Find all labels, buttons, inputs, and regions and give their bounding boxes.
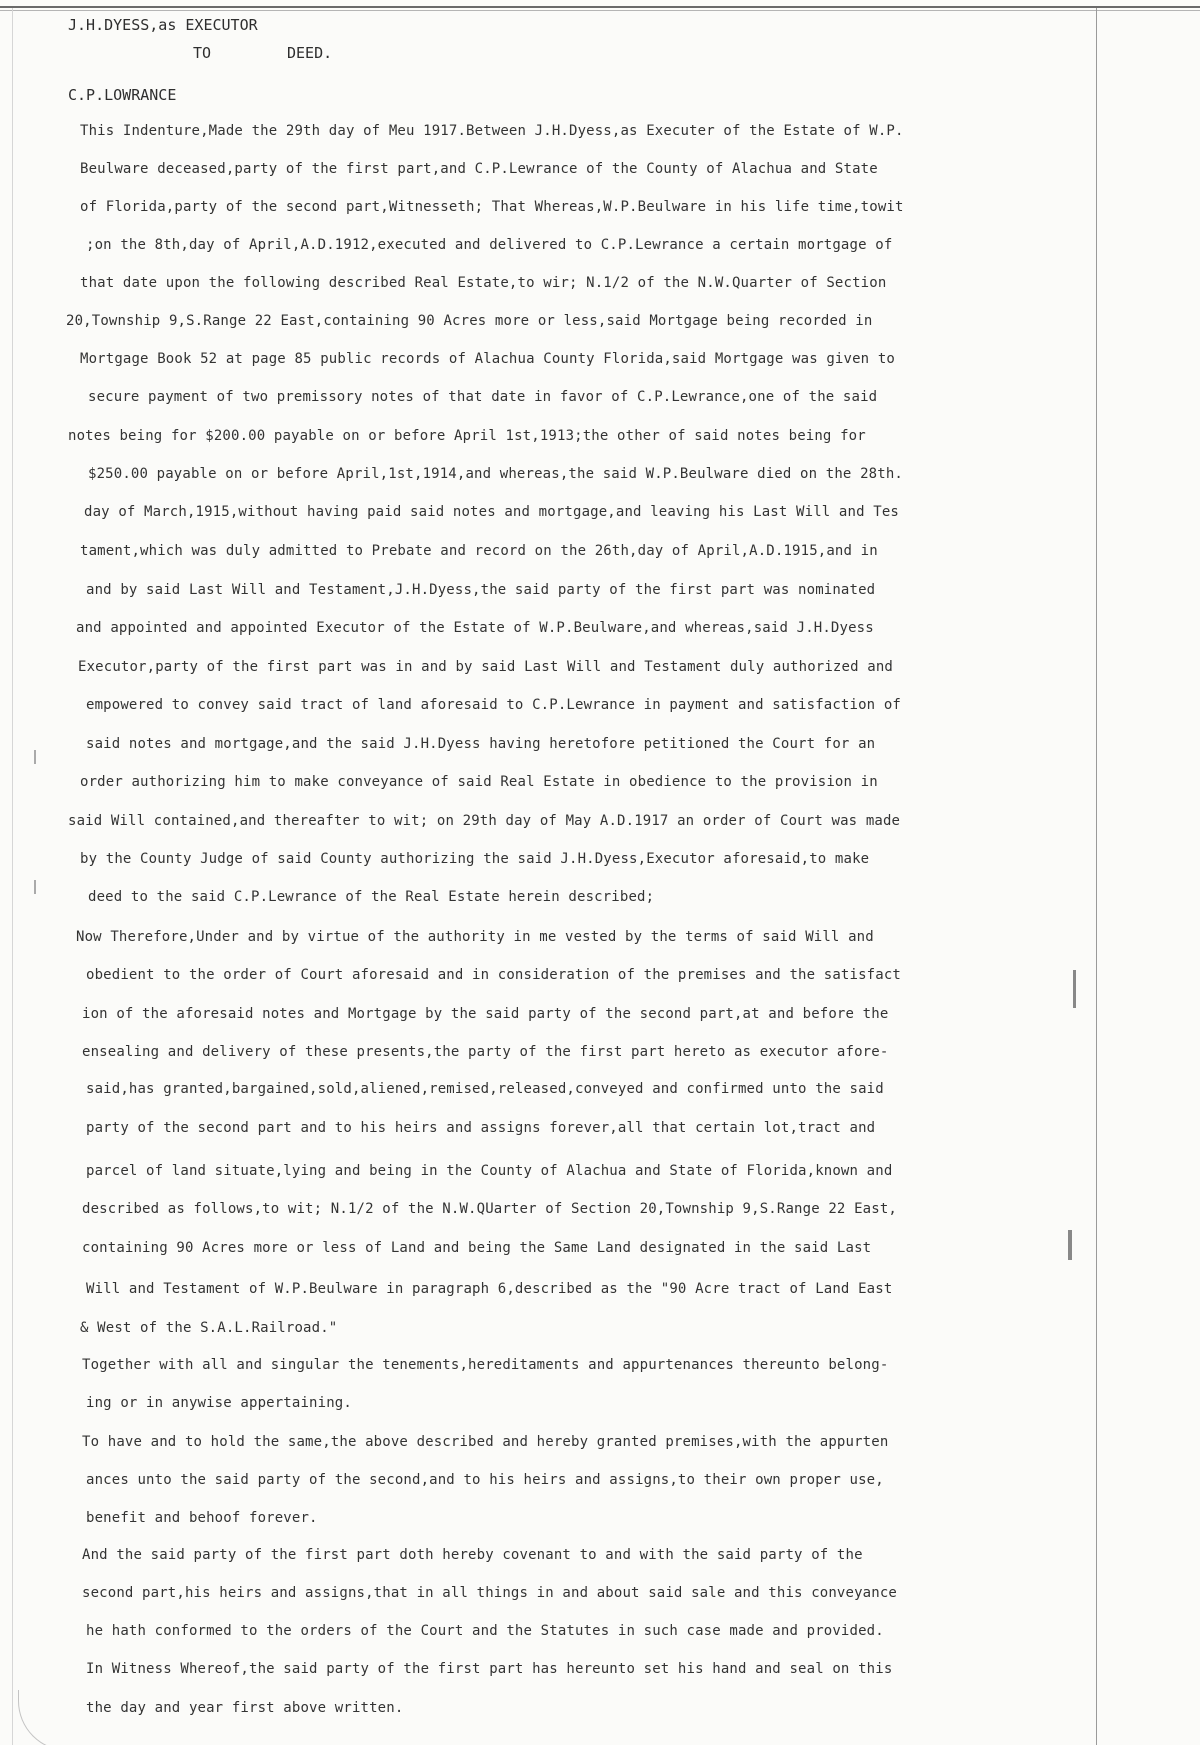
deed-line: And the said party of the first part doth hereby covenant to and with the said party of the <box>82 1547 863 1563</box>
deed-line: party of the second part and to his heirs and assigns forever,all that certain lot,tract and <box>86 1120 876 1136</box>
deed-line: that date upon the following described Real Estate,to wir; N.1/2 of the N.W.Quarter of Section <box>80 275 887 291</box>
deed-line: To have and to hold the same,the above described and hereby granted premises,with the appurten <box>82 1434 889 1450</box>
deed-line: Executor,party of the first part was in and by said Last Will and Testament duly authorized and <box>78 659 893 675</box>
top-rule-secondary <box>0 10 1200 11</box>
header-executor: J.H.DYESS,as EXECUTOR <box>68 16 258 34</box>
deed-line: notes being for $200.00 payable on or before April 1st,1913;the other of said notes being for <box>68 428 866 444</box>
deed-line: ion of the aforesaid notes and Mortgage by the said party of the second part,at and before the <box>82 1006 889 1022</box>
deed-line: ances unto the said party of the second,and to his heirs and assigns,to their own proper use, <box>86 1472 884 1488</box>
deed-line: In Witness Whereof,the said party of the first part has hereunto set his hand and seal on this <box>86 1661 893 1677</box>
deed-line: Now Therefore,Under and by virtue of the authority in me vested by the terms of said Will and <box>76 929 874 945</box>
deed-line: tament,which was duly admitted to Prebate and record on the 26th,day of April,A.D.1915,and in <box>80 543 878 559</box>
page-corner-curl <box>18 1690 79 1745</box>
deed-line: described as follows,to wit; N.1/2 of the N.W.QUarter of Section 20,Township 9,S.Range 22 East, <box>82 1201 897 1217</box>
deed-line: said,has granted,bargained,sold,aliened,remised,released,conveyed and confirmed unto the said <box>86 1081 884 1097</box>
deed-line: secure payment of two premissory notes of that date in favor of C.P.Lewrance,one of the said <box>88 389 878 405</box>
header-to: TO <box>193 44 212 62</box>
deed-line: by the County Judge of said County authorizing the said J.H.Dyess,Executor aforesaid,to make <box>80 851 870 867</box>
deed-line: deed to the said C.P.Lewrance of the Real Estate herein described; <box>88 889 655 905</box>
deed-line: said notes and mortgage,and the said J.H.Dyess having heretofore petitioned the Court for an <box>86 736 876 752</box>
deed-line: $250.00 payable on or before April,1st,1914,and whereas,the said W.P.Beulware died on the 28th. <box>88 466 903 482</box>
deed-line: he hath conformed to the orders of the Court and the Statutes in such case made and provided. <box>86 1623 884 1639</box>
deed-line: This Indenture,Made the 29th day of Meu 1917.Between J.H.Dyess,as Executer of the Estate of W.P. <box>80 123 904 139</box>
ink-smudge <box>1073 970 1076 1008</box>
deed-line: benefit and behoof forever. <box>86 1510 318 1526</box>
deed-line: day of March,1915,without having paid said notes and mortgage,and leaving his Last Will and Tes <box>84 504 899 520</box>
top-rule <box>0 6 1200 8</box>
deed-line: Will and Testament of W.P.Beulware in paragraph 6,described as the "90 Acre tract of Land East <box>86 1281 893 1297</box>
deed-line: of Florida,party of the second part,Witnesseth; That Whereas,W.P.Beulware in his life time,towit <box>80 199 904 215</box>
deed-line: ;on the 8th,day of April,A.D.1912,executed and delivered to C.P.Lewrance a certain mortgage of <box>86 237 893 253</box>
deed-line: and by said Last Will and Testament,J.H.Dyess,the said party of the first part was nominated <box>86 582 876 598</box>
left-margin-line <box>12 8 13 1745</box>
deed-line: 20,Township 9,S.Range 22 East,containing 90 Acres more or less,said Mortgage being recorded in <box>66 313 873 329</box>
deed-line: said Will contained,and thereafter to wit; on 29th day of May A.D.1917 an order of Court was made <box>68 813 901 829</box>
deed-line: the day and year first above written. <box>86 1700 404 1716</box>
deed-line: Together with all and singular the tenements,hereditaments and appurtenances thereunto belong- <box>82 1357 889 1373</box>
right-margin-line <box>1096 8 1097 1745</box>
deed-line: containing 90 Acres more or less of Land and being the Same Land designated in the said Last <box>82 1240 872 1256</box>
ink-smudge <box>1068 1230 1072 1260</box>
deed-line: parcel of land situate,lying and being in the County of Alachua and State of Florida,known and <box>86 1163 893 1179</box>
deed-line: ensealing and delivery of these presents,the party of the first part hereto as executor afore- <box>82 1044 889 1060</box>
deed-line: empowered to convey said tract of land aforesaid to C.P.Lewrance in payment and satisfaction of <box>86 697 901 713</box>
deed-line: ing or in anywise appertaining. <box>86 1395 352 1411</box>
deed-line: Beulware deceased,party of the first part,and C.P.Lewrance of the County of Alachua and State <box>80 161 878 177</box>
deed-line: & West of the S.A.L.Railroad." <box>80 1320 338 1336</box>
deed-line: Mortgage Book 52 at page 85 public records of Alachua County Florida,said Mortgage was given to <box>80 351 895 367</box>
deed-line: obedient to the order of Court aforesaid and in consideration of the premises and the satisfact <box>86 967 901 983</box>
ink-smudge <box>34 750 36 764</box>
ink-smudge <box>34 880 36 894</box>
header-grantee: C.P.LOWRANCE <box>68 86 177 104</box>
deed-line: order authorizing him to make conveyance of said Real Estate in obedience to the provision in <box>80 774 878 790</box>
deed-line: second part,his heirs and assigns,that in all things in and about said sale and this conveyance <box>82 1585 897 1601</box>
deed-line: and appointed and appointed Executor of the Estate of W.P.Beulware,and whereas,said J.H.Dyess <box>76 620 874 636</box>
header-deed: DEED. <box>287 44 333 62</box>
